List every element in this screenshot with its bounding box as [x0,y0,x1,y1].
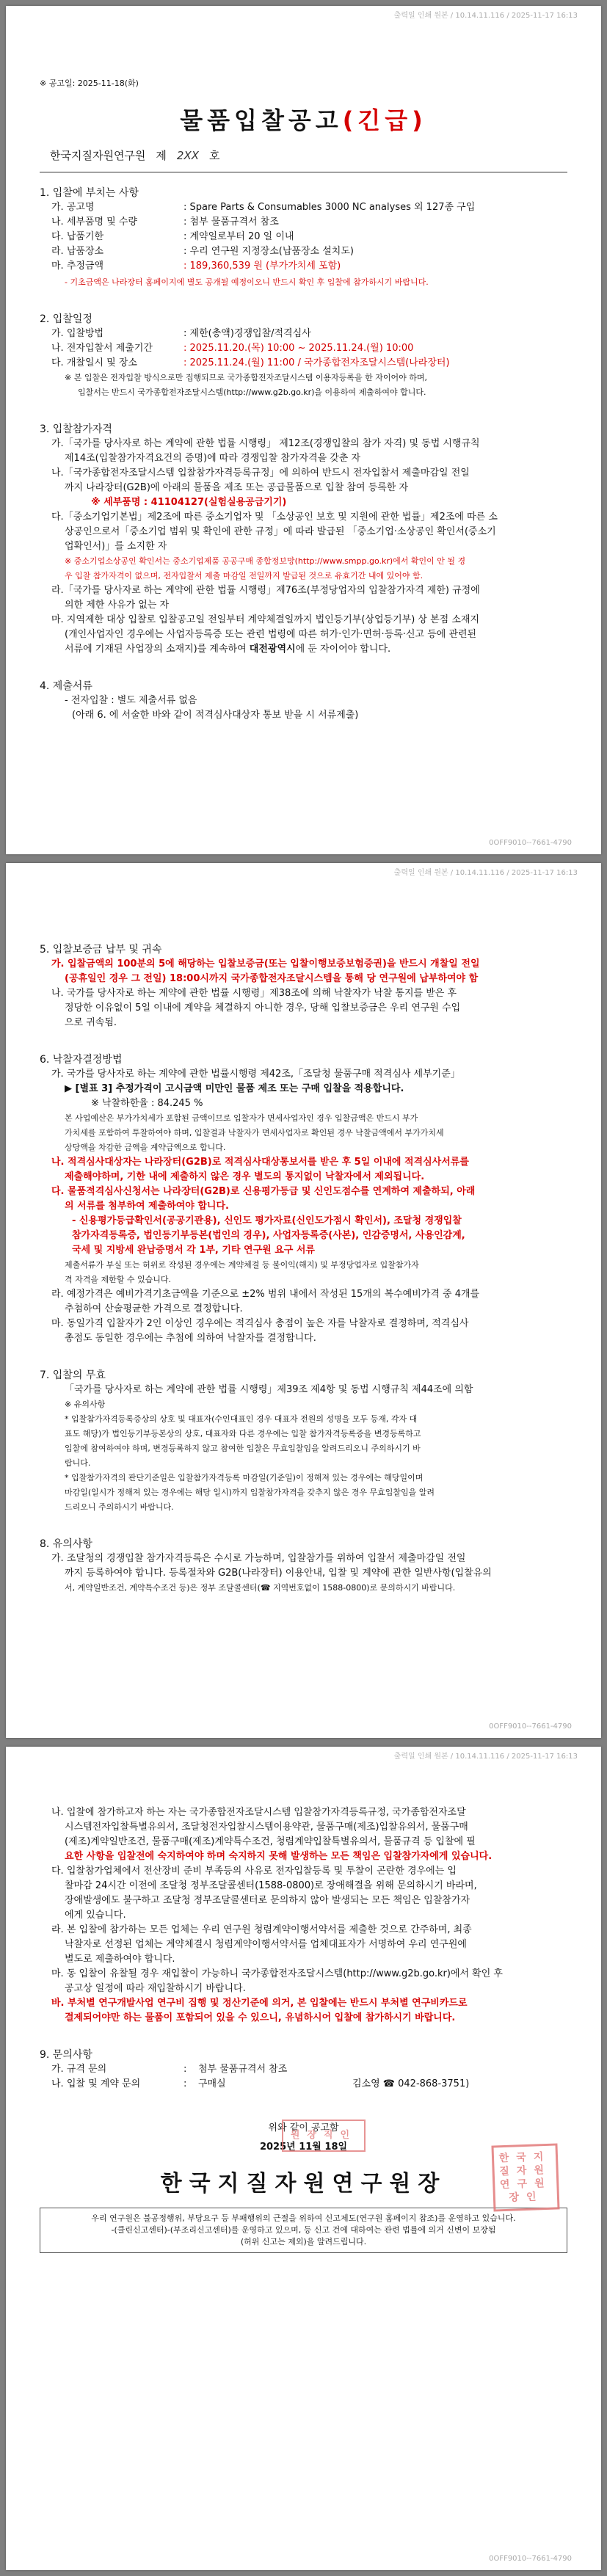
section-1-rows [40,200,567,274]
official-stamp: 원장직인 [282,2120,366,2152]
section-5-line: 가. 입찰금액의 100분의 5에 해당하는 입찰보증금(또는 입찰이행보증보험증권)을 반드시 개찰일 전일 [51,958,480,969]
section-8-line: 결제되어야만 하는 물품이 포함되어 있을 수 있으니, 유념하시어 입찰에 참가하시기 바랍니다. [65,2012,456,2023]
section-4-heading: 4. 제출서류 [40,680,92,692]
section-1-heading: 1. 입찰에 부치는 사항 [40,187,139,199]
section-5-line: 으로 귀속됨. [65,1017,117,1028]
section-8-line: 서, 계약일반조건, 계약특수조건 등)은 정부 조달콜센터(☎ 지역번호없이 1588-0800)로 문의하시기 바랍니다. [65,1583,456,1593]
document-page-3 [6,1747,601,2570]
section-7-line: 랍니다. [65,1458,91,1468]
section-6-line: 총점도 동일한 경우에는 추첨에 의하여 낙찰자를 결정합니다. [65,1333,316,1344]
section-4-line: - 전자입찰 : 별도 제출서류 없음 [65,695,197,706]
notice-box-line: -(클린신고센터)-(부조리신고센터)를 운영하고 있으며, 등 신고 건에 대하여는 관련 법률에 의거 신변이 보장됨 [111,2225,496,2235]
section-9-heading: 9. 문의사항 [40,2049,92,2061]
section-2-note-1: ※ 본 입찰은 전자입찰 방식으로만 집행되므로 국가종합전자조달시스템 이용자등록을 한 자이어야 하며, [65,373,427,382]
closing-line: 위와 같이 공고함 [268,2122,339,2133]
section-1-label: 가. 공고명 [51,202,95,213]
section-6-line: 제출해야하며, 기한 내에 제출하지 않은 경우 별도의 통지없이 낙찰자에서 제외됩니다. [65,1171,425,1182]
section-8-line: 바. 부처별 연구개발사업 연구비 집행 및 정산기준에 의거, 본 입찰에는 반드시 부처별 연구비카드로 [51,1998,468,2009]
section-8-line: 나. 입찰에 참가하고자 하는 자는 국가종합전자조달시스템 입찰참가자격등록규정, 국가종합전자조달 [51,1807,466,1818]
section-3-line: 가.「국가를 당사자로 하는 계약에 관한 법률 시행령」 제12조(경쟁입찰의 참가 자격) 및 동법 시행규칙 [51,438,480,449]
section-7-line: 「국가를 당사자로 하는 계약에 관한 법률 시행령」제39조 제4항 및 동법 시행규칙 제44조에 의함 [65,1384,473,1395]
section-9-row [51,2077,567,2092]
print-stamp: 출력일 인쇄 원본 / 10.14.11.116 / 2025-11-17 16:13 [393,1753,578,1761]
issuer-name: 원장직인 한국지질자원연구원장 한국지질자원연구원장인 [40,2177,567,2191]
section-1-row [51,244,567,259]
section-8-line: 까지 등록하여야 합니다. 등록절차와 G2B(나라장터) 이용안내, 입찰 및 계약에 관한 일반사항(입찰유의 [65,1568,492,1579]
section-2-label: 나. 전자입찰서 제출기간 [51,343,153,354]
section-2-row [51,327,567,341]
section-1-label: 나. 세부품명 및 수량 [51,217,137,228]
section-1-label: 마. 추정금액 [51,261,104,272]
section-6-line: 의 서류를 첨부하여 제출하여야 합니다. [65,1201,229,1212]
section-8-line: 시스템전자입찰특별유의서, 조달청전자입찰시스템이용약관, 물품구매(제조)입찰유의서, 물품구매 [65,1822,468,1833]
print-stamp: 출력일 인쇄 원본 / 10.14.11.116 / 2025-11-17 16:13 [393,12,578,20]
section-3-line: ※ 중소기업소상공인 확인서는 중소기업제품 공공구매 종합정보망(http://www.smpp.go.kr)에서 확인이 안 될 경 [65,556,466,566]
section-2-label: 다. 개찰일시 및 장소 [51,357,137,368]
section-6-line: 마. 동일가격 입찰자가 2인 이상인 경우에는 적격심사 총점이 높은 자를 낙찰자로 결정하며, 적격심사 [51,1318,469,1329]
section-2-note-2: 입찰서는 반드시 국가종합전자조달시스템(http://www.g2b.go.kr)을 이용하여 제출하여야 합니다. [78,388,426,397]
section-6-line: ▶ [별표 3] 추정가격이 고시금액 미만인 물품 제조 또는 구매 입찰을 적용합니다. [65,1083,404,1094]
official-seal: 한국지질자원연구원장인 [491,2143,559,2211]
section-8-items-cont [40,1805,567,2026]
section-6-line: 상당액을 차감한 금액을 계약금액으로 합니다. [65,1143,226,1152]
section-1-value: : 첨부 물품규격서 참조 [183,217,279,228]
section-5-line: 정당한 이유없이 5일 이내에 계약을 체결하지 아니한 경우, 당해 입찰보증금은 우리 연구원 수입 [65,1003,461,1014]
section-7-line: 표도 해당)가 법인등기부등본상의 상호, 대표자와 다른 경우에는 입찰 참가자격등록증을 변경등록하고 [65,1429,421,1438]
section-7-line: ※ 유의사항 [65,1400,106,1409]
section-9-label: 나. 입찰 및 계약 문의 [51,2078,141,2089]
section-7-line: * 입찰참가자격의 판단기준일은 입찰참가자격등록 마감일(기준일)이 정해져 있는 경우에는 해당일이며 [65,1473,424,1482]
section-6-line: 가. 국가를 당사자로 하는 계약에 관한 법률시행령 제42조,「조달청 물품구매 적격심사 세부기준」 [51,1069,460,1080]
section-6-line: 가치세를 포함하여 투찰하여야 하며, 입찰결과 낙찰자가 면세사업자로 확인된 경우 낙찰금액에서 부가가치세 [65,1128,444,1138]
notice-number-line: 한국지질자원연구원 제 2XX 호 [50,149,220,162]
section-2-row [51,356,567,371]
section-9-value-2: 구매실 [198,2078,226,2089]
section-3-line: 까지 나라장터(G2B)에 아래의 물품을 제조 또는 공급물품으로 입찰 참여 등록한 자 [65,482,409,493]
section-8-line: 별도로 제출하여야 합니다. [65,1954,175,1965]
region-name: 대전광역시 [249,644,296,655]
section-4-items [40,694,567,723]
section-6-heading: 6. 낙찰자결정방법 [40,1054,123,1066]
section-8-line: 다. 입찰참가업체에서 전산장비 준비 부족등의 사유로 전자입찰등록 및 투찰이 곤란한 경우에는 입 [51,1866,457,1877]
notice-box [40,2208,567,2253]
section-8-line: 마. 동 입찰이 유찰될 경우 재입찰이 가능하니 국가종합전자조달시스템(http://www.g2b.go.kr)에서 확인 후 [51,1968,503,1979]
section-7-heading: 7. 입찰의 무효 [40,1369,106,1381]
section-7-line: 입찰에 참여하여야 하며, 변경등록하지 않고 참여한 입찰은 무효입찰임을 알려드리오니 주의하시기 바 [65,1444,421,1453]
section-7-line: 드리오니 주의하시기 바랍니다. [65,1502,174,1512]
section-5-items [40,957,567,1030]
section-1-value: : 계약일로부터 20 일 이내 [183,231,294,242]
section-1-row [51,200,567,215]
section-7-line: 마감일(일시가 정해져 있는 경우에는 해당 일시)까지 입찰참가자격을 갖추지 않은 경우 무효입찰임을 알려 [65,1488,435,1497]
notice-number: 2XX [176,149,200,162]
section-3-line: 나.「국가종합전자조달시스템 입찰참가자격등록규정」에 의하여 반드시 전자입찰서 제출마감일 전일 [51,467,470,479]
section-3-line: 제14조(입찰참가자격요건의 증명)에 따라 경쟁입찰 참가자격을 갖춘 자 [65,453,361,464]
section-2-rows [40,327,567,371]
section-6-line: - 신용평가등급확인서(공공기관용), 신인도 평가자료(신인도가점시 확인서), 조달청 경쟁입찰 [72,1215,462,1226]
section-6-line: 국세 및 지방세 완납증명서 각 1부, 기타 연구원 요구 서류 [72,1245,315,1256]
section-6-line: 격 자격을 제한할 수 있습니다. [65,1275,171,1284]
announce-date: ※ 공고일: 2025-11-18(화) [40,79,139,88]
section-1-value: : Spare Parts & Consumables 3000 NC analyses 외 127종 구입 [183,202,476,213]
section-3-line: 우 입찰 참가자격이 없으며, 전자입찰서 제출 마감일 전일까지 발급된 것으로 유효기간 내에 있어야 함. [65,571,424,581]
section-1-value: : 189,360,539 원 (부가가치세 포함) [183,261,341,272]
section-2-heading: 2. 입찰일정 [40,313,92,325]
section-3-line: 다.「중소기업기본법」제2조에 따른 중소기업자 및 「소상공인 보호 및 지원에 관한 법률」제2조에 따른 소 [51,512,498,523]
document-page-1 [6,6,601,854]
section-8-line: 장애발생에도 불구하고 조달청 정부조달콜센터로 문의하지 않아 발생되는 모든 책임은 입찰참가자 [65,1895,470,1906]
section-6-line: 다. 물품적격심사신청서는 나라장터(G2B)로 신용평가등급 및 신인도점수를 연계하여 제출하되, 아래 [51,1186,476,1197]
section-5-line: (공휴일인 경우 그 전일) 18:00시까지 국가종합전자조달시스템을 통해 당 연구원에 납부하여야 함 [65,973,479,984]
section-9-value-2: 첨부 물품규격서 참조 [198,2064,288,2075]
section-8-line: 요한 사항을 입찰전에 숙지하여야 하며 숙지하지 못해 발생하는 모든 책임은 입찰참가자에게 있습니다. [65,1851,492,1862]
section-6-line: 나. 적격심사대상자는 나라장터(G2B)로 적격심사대상통보서를 받은 후 5일 이내에 적격심사서류를 [51,1157,469,1168]
section-1-row [51,215,567,230]
section-9-value-3: 김소영 ☎ 042-868-3751) [352,2078,470,2089]
notice-box-line: (허위 신고는 제외)을 알려드립니다. [240,2237,367,2246]
section-9-label: 가. 규격 문의 [51,2064,107,2075]
section-1-label: 다. 납품기한 [51,231,104,242]
section-6-items [40,1067,567,1346]
section-8-line: 공고상 일정에 따라 재입찰하시기 바랍니다. [65,1983,246,1994]
section-6-line: 라. 예정가격은 예비가격기초금액을 기준으로 ±2% 범위 내에서 작성된 15개의 복수예비가격 중 4개를 [51,1289,480,1300]
section-3-heading: 3. 입찰참가자격 [40,423,112,435]
section-6-line: 제출서류가 부실 또는 허위로 작성된 경우에는 계약체결 등 불이익(해지) 및 부정당업자로 입찰참가자 [65,1260,419,1270]
section-7-line: * 입찰참가자격등록증상의 상호 및 대표자(수인대표인 경우 대표자 전원의 성명을 모두 등재, 각자 대 [65,1414,418,1424]
section-8-line: 찰마감 24시간 이전에 조달청 정부조달콜센터(1588-0800)로 장애해결을 위해 문의하시기 바라며, [65,1880,477,1891]
section-2-row [51,341,567,356]
section-4-line: (아래 6. 에 서술한 바와 같이 적격심사대상자 통보 받을 시 서류제출) [72,710,359,721]
section-1-row [51,259,567,274]
section-3-line: (개인사업자인 경우에는 사업자등록증 또는 관련 법령에 따른 허가·인가·면허·등록·신고 등에 관련된 [65,629,477,640]
section-8-line: 낙찰자로 선정된 업체는 계약체결시 청렴계약이행서약서를 업체대표자가 서명하여 우리 연구원에 [65,1939,467,1950]
page-title: 물품입찰공고(긴급) [180,106,427,134]
section-3-items [40,437,567,657]
section-8-line: (제조)계약일반조건, 물품구매(제조)계약특수조건, 청렴계약입찰특별유의서, 물품규격 등 입찰에 필 [65,1836,476,1847]
section-1-value: : 우리 연구원 지정장소(납품장소 설치도) [183,246,354,257]
closing-date: 2025년 11월 18일 [259,2142,348,2153]
section-1-note: - 기초금액은 나라장터 홈페이지에 별도 공개될 예정이오니 반드시 확인 후 입찰에 참가하시기 바랍니다. [65,277,429,287]
page-mark: 0OFF9010--7661-4790 [489,839,572,847]
section-3-line: 상공인으로서「중소기업 범위 및 확인에 관한 규정」에 따라 발급된 「중소기업·소상공인 확인서(중소기 [65,526,496,537]
section-8-line: 라. 본 입찰에 참가하는 모든 업체는 우리 연구원 청렴계약이행서약서를 제출한 것으로 간주하며, 최종 [51,1924,472,1935]
section-2-value: : 제한(총액)경쟁입찰/적격심사 [183,328,311,339]
page-mark: 0OFF9010--7661-4790 [489,1722,572,1731]
section-5-heading: 5. 입찰보증금 납부 및 귀속 [40,944,162,956]
section-2-value: : 2025.11.24.(월) 11:00 / 국가종합전자조달시스템(나라장터) [183,357,450,368]
section-8-line: 에게 있습니다. [65,1910,126,1921]
print-stamp: 출력일 인쇄 원본 / 10.14.11.116 / 2025-11-17 16:13 [393,869,578,877]
section-6-line: 참가자격등록증, 법인등기부등본(법인의 경우), 사업자등록증(사본), 인감증명서, 사용인감계, [72,1230,465,1241]
section-8-heading: 8. 유의사항 [40,1538,92,1550]
section-5-line: 나. 국가를 당사자로 하는 계약에 관한 법률 시행령」제38조에 의해 낙찰자가 낙찰 통지를 받은 후 [51,988,457,999]
section-6-line: 추첨하여 산술평균한 가격으로 결정합니다. [65,1303,243,1314]
section-9-value: : [183,2078,187,2089]
section-8-items [40,1551,567,1596]
section-3-line: 의한 제한 사유가 없는 자 [65,600,170,611]
page-mark: 0OFF9010--7661-4790 [489,2555,572,2563]
section-7-items [40,1383,567,1515]
section-9-row [51,2062,567,2077]
section-8-line: 가. 조달청의 경쟁입찰 참가자격등록은 수시로 가능하며, 입찰참가를 위하여 입찰서 제출마감일 전일 [51,1553,466,1564]
section-1-label: 라. 납품장소 [51,246,104,257]
section-6-line: 본 사업예산은 부가가치세가 포함된 금액이므로 입찰자가 면세사업자인 경우 입찰금액은 반드시 부가 [65,1113,418,1123]
section-3-line: ※ 세부품명 : 41104127(실험실용공급기기) [91,497,287,508]
section-2-value: : 2025.11.20.(목) 10:00 ~ 2025.11.24.(월) 10:00 [183,343,414,354]
section-1-row [51,230,567,244]
section-3-line: 마. 지역제한 대상 입찰로 입찰공고일 전일부터 계약체결일까지 법인등기부(상업등기부) 상 본점 소재지 [51,614,480,625]
section-9-rows [40,2062,567,2092]
section-3-line: 업확인서)」를 소지한 자 [65,541,167,552]
section-2-label: 가. 입찰방법 [51,328,104,339]
section-9-value: : [183,2064,187,2075]
section-3-line: 라.「국가를 당사자로 하는 계약에 관한 법률 시행령」제76조(부정당업자의 입찰참가자격 제한) 규정에 [51,585,480,596]
section-3-line: 서류에 기재된 사업장의 소재지)를 계속하여 대전광역시에 둔 자이어야 합니다. [65,644,391,655]
section-6-line: ※ 낙찰하한율 : 84.245 % [91,1098,203,1109]
document-page-2 [6,863,601,1738]
title-urgent: (긴급) [342,106,427,134]
notice-box-line: 우리 연구원은 불공정행위, 부당요구 등 부패행위의 근절을 위하여 신고제도(연구원 홈페이지 참조)를 운영하고 있습니다. [91,2213,516,2223]
